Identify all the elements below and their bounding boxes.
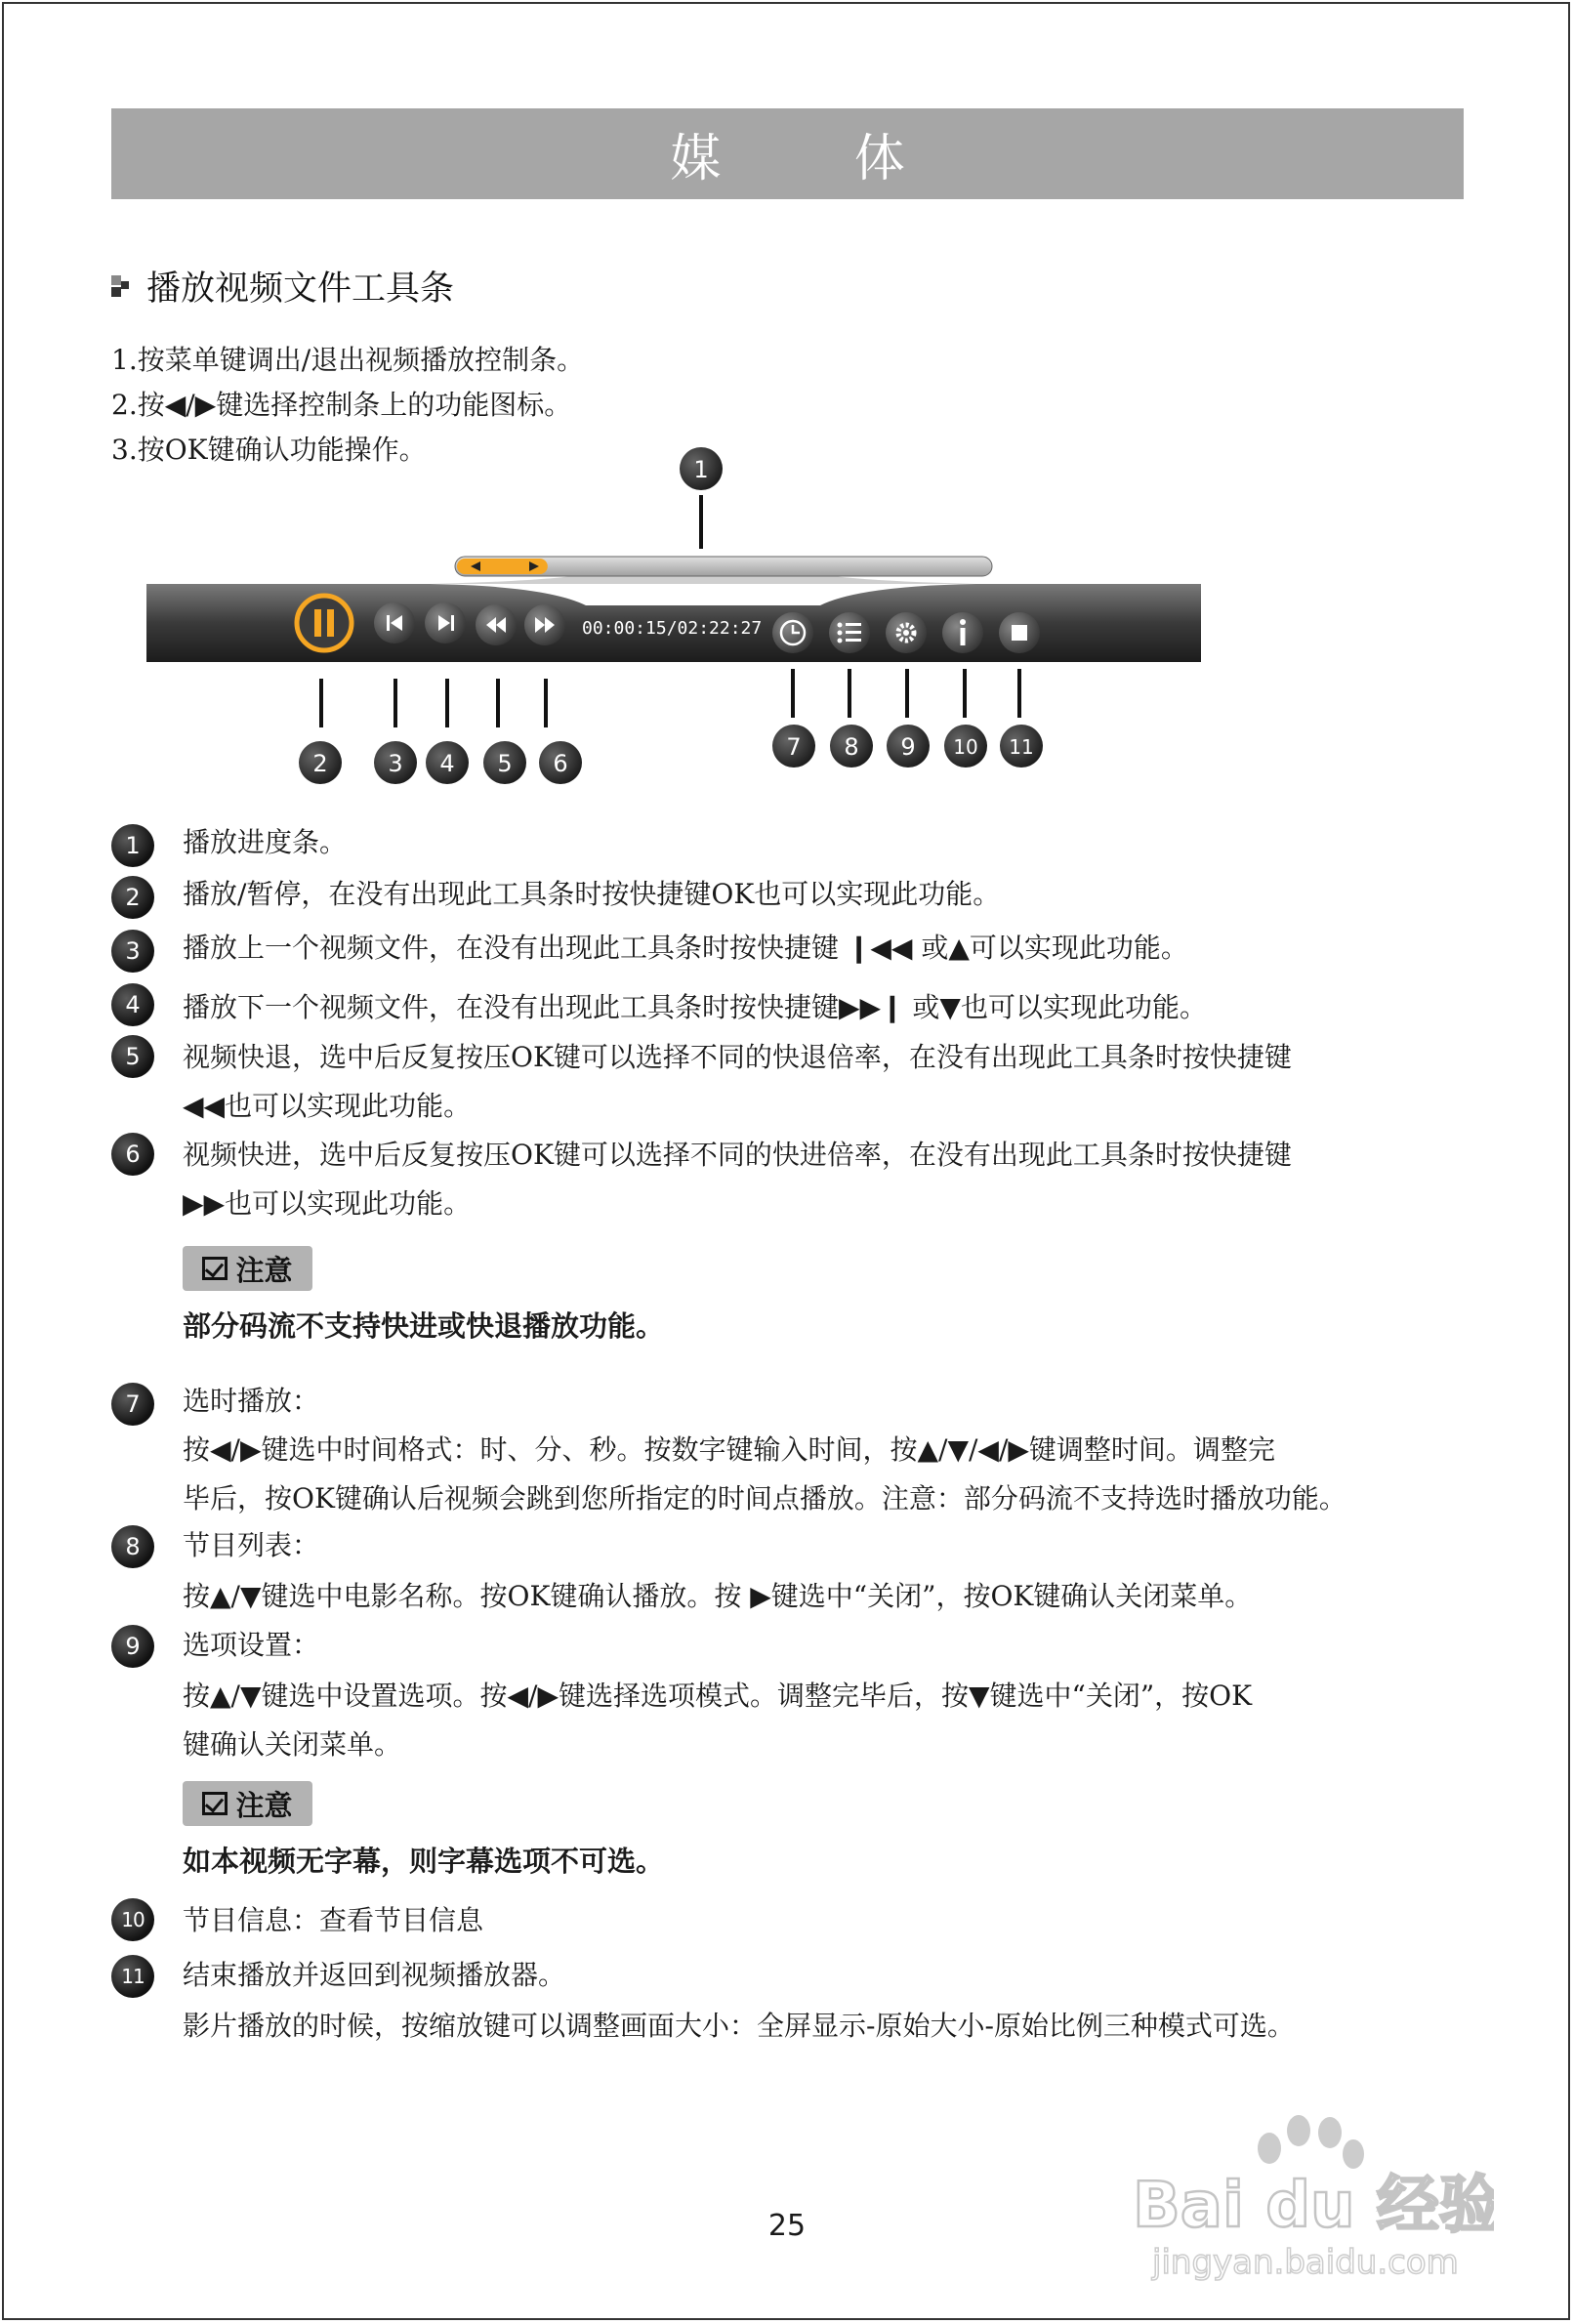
callout-label: 6 [553, 750, 568, 777]
item-text: 选时播放： [183, 1385, 320, 1417]
item-number-badge: 8 [111, 1525, 154, 1568]
list-icon [838, 623, 862, 643]
watermark-brand: Bai du 经验 [1133, 2170, 1494, 2242]
item-number-badge: 6 [111, 1133, 154, 1176]
header-title: 媒 体 [670, 130, 964, 188]
watermark-url: jingyan.baidu.com [1152, 2243, 1459, 2282]
item-number-badge: 10 [111, 1898, 154, 1941]
note-text: 如本视频无字幕，则字幕选项不可选。 [183, 1845, 665, 1878]
item-text: 结束播放并返回到视频播放器。 [183, 1959, 566, 1991]
item-text: 播放/暂停，在没有出现此工具条时按快捷键OK也可以实现此功能。 [183, 878, 1001, 910]
item-text: 键确认关闭菜单。 [183, 1728, 402, 1761]
item-text: 选项设置： [183, 1629, 320, 1661]
item-number-badge: 7 [111, 1383, 154, 1426]
pause-icon [314, 609, 321, 637]
callout-label: 4 [439, 750, 455, 777]
item-number-badge: 5 [111, 1035, 154, 1078]
callout-label: 5 [497, 750, 513, 777]
item-text: 按▲/▼键选中电影名称。按OK键确认播放。按 ▶键选中“关闭”，按OK键确认关闭菜单。 [183, 1580, 1253, 1612]
item-text: 播放下一个视频文件，在没有出现此工具条时按快捷键▶▶❙ 或▼也可以实现此功能。 [183, 991, 1207, 1023]
toolbar-diagram [137, 439, 1230, 801]
section-bullet-icon [111, 275, 133, 297]
callout-label: 11 [1009, 735, 1034, 759]
page-number: 25 [767, 2209, 807, 2243]
item-text: ◀◀也可以实现此功能。 [183, 1090, 472, 1122]
item-text: 播放上一个视频文件，在没有出现此工具条时按快捷键 ❙◀◀ 或▲可以实现此功能。 [183, 932, 1188, 964]
note-badge: 注意 [183, 1246, 312, 1291]
callout-label: 9 [900, 733, 916, 761]
item-number-badge: 3 [111, 930, 154, 973]
callout-label: 3 [388, 750, 403, 777]
callout-label: 2 [312, 750, 328, 777]
item-text: 视频快退，选中后反复按压OK键可以选择不同的快退倍率，在没有出现此工具条时按快捷键 [183, 1041, 1292, 1073]
item-text: 影片播放的时候，按缩放键可以调整画面大小：全屏显示-原始大小-原始比例三种模式可选。 [183, 2010, 1295, 2042]
item-text: 播放进度条。 [183, 826, 348, 858]
step-item: 1.按菜单键调出/退出视频播放控制条。 [111, 344, 585, 376]
item-text: 节目列表： [183, 1529, 320, 1561]
item-text: 节目信息：查看节目信息 [183, 1904, 484, 1936]
checkbox-icon [202, 1257, 228, 1280]
note-badge: 注意 [183, 1781, 312, 1826]
item-number-badge: 9 [111, 1625, 154, 1668]
callout-label: 10 [953, 735, 978, 759]
callout-label: 7 [786, 733, 802, 761]
section-title: 播放视频文件工具条 [146, 270, 455, 309]
pause-button[interactable] [297, 596, 352, 650]
stop-icon [1012, 625, 1027, 641]
baidu-watermark [1123, 2109, 1494, 2285]
time-display: 00:00:15/02:22:27 [582, 618, 763, 639]
item-number-badge: 11 [111, 1955, 154, 1998]
note-text: 部分码流不支持快进或快退播放功能。 [183, 1309, 665, 1343]
item-text: 毕后，按OK键确认后视频会跳到您所指定的时间点播放。注意：部分码流不支持选时播放功能。 [183, 1482, 1346, 1515]
item-number-badge: 4 [111, 983, 154, 1026]
item-number-badge: 2 [111, 876, 154, 919]
step-item: 2.按◀/▶键选择控制条上的功能图标。 [111, 389, 572, 421]
prev-track-icon [387, 615, 390, 631]
toolbar-svg [137, 439, 1230, 801]
callout-label: 1 [693, 456, 709, 483]
step-item: 3.按OK键确认功能操作。 [111, 434, 427, 466]
section-heading [111, 262, 454, 311]
checkbox-icon [202, 1792, 228, 1815]
item-number-badge: 1 [111, 824, 154, 867]
callout-label: 8 [844, 733, 859, 761]
item-text: ▶▶也可以实现此功能。 [183, 1187, 472, 1220]
item-text: 按▲/▼键选中设置选项。按◀/▶键选择选项模式。调整完毕后，按▼键选中“关闭”，按OK [183, 1680, 1253, 1712]
info-icon [960, 619, 966, 625]
page-header [111, 108, 1464, 199]
item-text: 按◀/▶键选中时间格式：时、分、秒。按数字键输入时间，按▲/▼/◀/▶键调整时间。调整完 [183, 1433, 1275, 1466]
item-text: 视频快进，选中后反复按压OK键可以选择不同的快进倍率，在没有出现此工具条时按快捷键 [183, 1139, 1292, 1171]
